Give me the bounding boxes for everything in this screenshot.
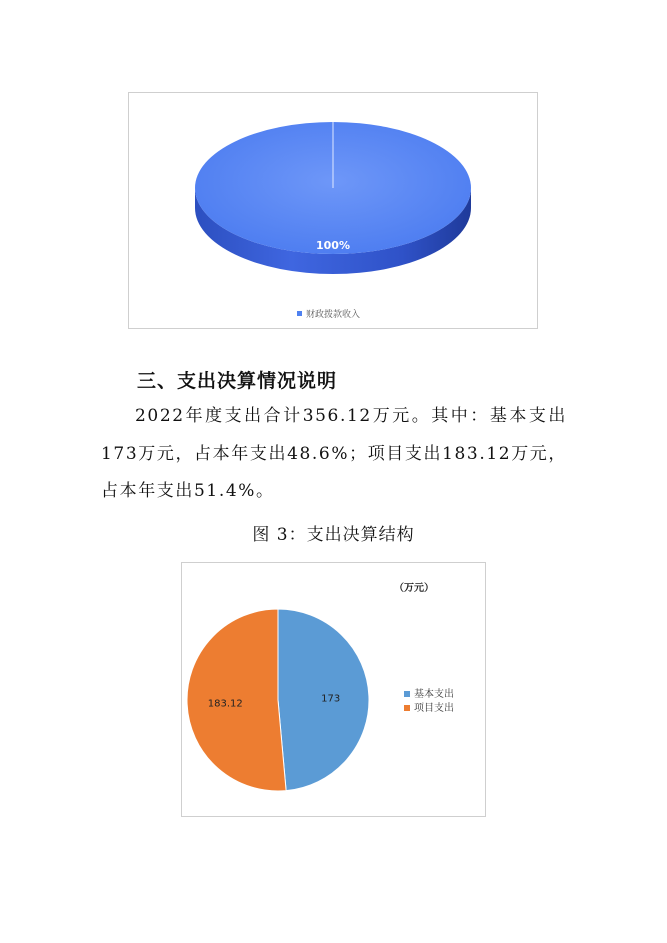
pie-data-label: 100% xyxy=(316,239,350,252)
legend-item-basic-label: 基本支出 xyxy=(414,689,454,700)
legend-item-basic-swatch xyxy=(404,691,410,697)
expenditure-pie-chart xyxy=(182,563,485,816)
legend-label-revenue: 财政拨款收入 xyxy=(306,310,361,320)
chart-unit-label: （万元） xyxy=(394,583,434,594)
legend-swatch-revenue xyxy=(297,311,302,316)
figure-caption: 图 3：支出决算结构 xyxy=(252,525,415,545)
chart-legend xyxy=(297,308,360,320)
revenue-pie-chart-frame xyxy=(128,92,538,329)
expenditure-paragraph: 2022年度支出合计356.12万元。其中：基本支出173万元，占本年支出48.6%；项目支出183.12万元，占本年支出51.4%。 xyxy=(101,406,567,501)
pie-label-basic: 173 xyxy=(321,693,341,705)
section-heading: 三、支出决算情况说明 xyxy=(137,370,338,392)
legend-item-project-label: 项目支出 xyxy=(414,703,454,714)
expenditure-pie-chart-frame xyxy=(181,562,486,817)
chart-legend xyxy=(404,687,454,714)
revenue-pie-chart xyxy=(129,93,537,328)
legend-item-project-swatch xyxy=(404,705,410,711)
pie-label-project: 183.12 xyxy=(207,698,243,710)
